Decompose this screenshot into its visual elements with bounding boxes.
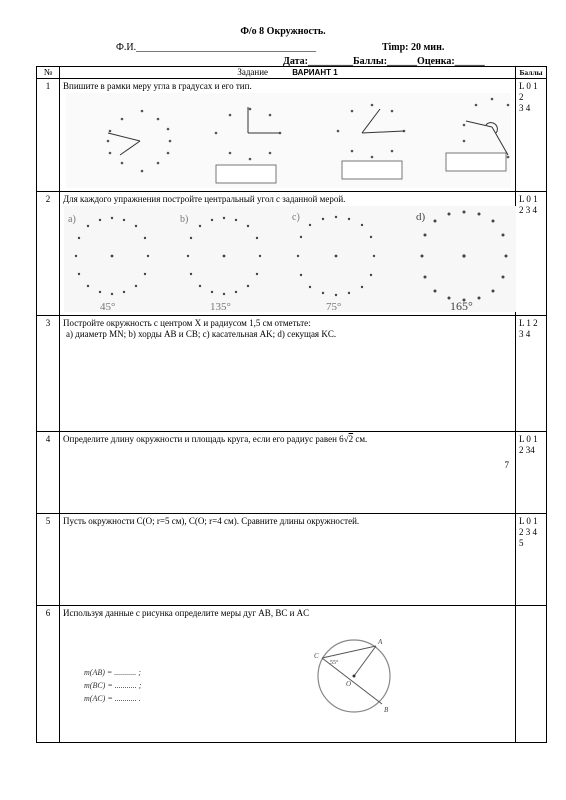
degree-label-75: 75° xyxy=(326,301,342,312)
variant-label: ВАРИАНТ 1 xyxy=(292,68,338,77)
points-cell xyxy=(516,432,547,514)
table-row xyxy=(37,316,547,432)
date-score-grade-line: Дата:_________Баллы:______Оценка:______ xyxy=(283,56,485,67)
points-cell xyxy=(516,316,547,432)
task-text-end: см. xyxy=(353,434,368,444)
task-cell xyxy=(60,432,516,514)
table-row xyxy=(37,514,547,606)
task-text: Постройте окружность с центром X и радиусом 1,5 см отметьте: xyxy=(63,318,311,328)
points-cell xyxy=(516,192,547,316)
task-number: 3 xyxy=(37,316,60,432)
point-o-label: O xyxy=(346,680,352,688)
table-header-row xyxy=(37,67,547,79)
task-cell xyxy=(60,606,516,743)
table-row xyxy=(37,79,547,192)
sqrt-radicand: 2 xyxy=(348,434,354,444)
point-b-label: B xyxy=(384,706,389,714)
degree-label-165: 165° xyxy=(450,299,473,312)
task-text: Пусть окружности C(O; r=5 см), C(O; r=4 см). Сравните длины окружностей. xyxy=(63,516,360,526)
circle-arcs-figure xyxy=(308,630,404,720)
table-row xyxy=(37,192,547,316)
task-number: 6 xyxy=(37,606,60,743)
angle-label: 55° xyxy=(330,660,339,666)
points-line: 2 3 4 xyxy=(519,527,537,537)
points-line: 3 4 xyxy=(519,329,531,339)
points-line: 2 34 xyxy=(519,445,535,455)
circle-label-a: a) xyxy=(68,214,76,225)
task-text xyxy=(63,434,512,445)
points-line: L 0 1 xyxy=(519,434,538,444)
sqrt-sign: √ xyxy=(343,434,349,444)
corner-number: 7 xyxy=(504,460,509,470)
table-row xyxy=(37,606,547,743)
points-cell xyxy=(516,79,547,192)
task-number: 4 xyxy=(37,432,60,514)
clock-angles-figure xyxy=(66,93,511,188)
task-text-main: Определите длину окружности и площадь круга, если его радиус равен 6 xyxy=(63,434,344,444)
task-text: Для каждого упражнения постройте центральный угол с заданной мерой. xyxy=(63,194,346,204)
points-line: L 0 1 xyxy=(519,516,538,526)
task-cell xyxy=(60,192,516,316)
col-points-header: Баллы xyxy=(516,67,547,79)
points-cell xyxy=(516,514,547,606)
table-row xyxy=(37,432,547,514)
task-subtext: a) диаметр MN; b) хорды AB и CB; c) касательная AK; d) секущая KC. xyxy=(66,329,337,339)
points-line: L 0 1 xyxy=(519,194,538,204)
task-number: 5 xyxy=(37,514,60,606)
arc-ab-line: m(AB) = ........... ; xyxy=(84,668,141,677)
degree-label-45: 45° xyxy=(100,301,116,312)
task-cell xyxy=(60,79,516,192)
worksheet-title: Ф/о 8 Окружность. xyxy=(240,26,326,37)
col-task-label: Задание xyxy=(237,67,269,77)
points-line: 3 4 xyxy=(519,103,531,113)
arc-bc-line: m(BC) = ........... ; xyxy=(84,681,142,690)
points-line: 5 xyxy=(519,538,524,548)
task-text: Используя данные с рисунка определите меры дуг AB, BC и AC xyxy=(63,608,310,618)
time-limit: Timp: 20 мин. xyxy=(382,42,445,53)
task-cell xyxy=(60,514,516,606)
task-number: 2 xyxy=(37,192,60,316)
point-c-label: C xyxy=(314,652,319,660)
col-task-header xyxy=(60,67,516,79)
task-cell xyxy=(60,316,516,432)
circle-label-d: d) xyxy=(416,211,426,223)
col-number-header: № xyxy=(37,67,60,79)
task-table xyxy=(36,66,547,743)
task-text: Впишите в рамки меру угла в градусах и его тип. xyxy=(63,81,252,91)
points-line: L 1 2 xyxy=(519,318,538,328)
points-line: L 0 1 xyxy=(519,81,538,91)
arc-answers xyxy=(84,666,141,705)
circle-label-b: b) xyxy=(180,214,189,225)
circle-label-c: c) xyxy=(292,212,300,223)
dotted-circles-figure xyxy=(64,206,516,312)
points-cell xyxy=(516,606,547,743)
name-field-label: Ф.И.____________________________________ xyxy=(116,42,317,53)
points-line: 2 3 4 xyxy=(519,205,537,215)
degree-label-135: 135° xyxy=(210,301,231,312)
points-line: 2 xyxy=(519,92,524,102)
task-number: 1 xyxy=(37,79,60,192)
point-a-label: A xyxy=(378,638,383,646)
arc-ac-line: m(AC) = ........... . xyxy=(84,694,141,703)
